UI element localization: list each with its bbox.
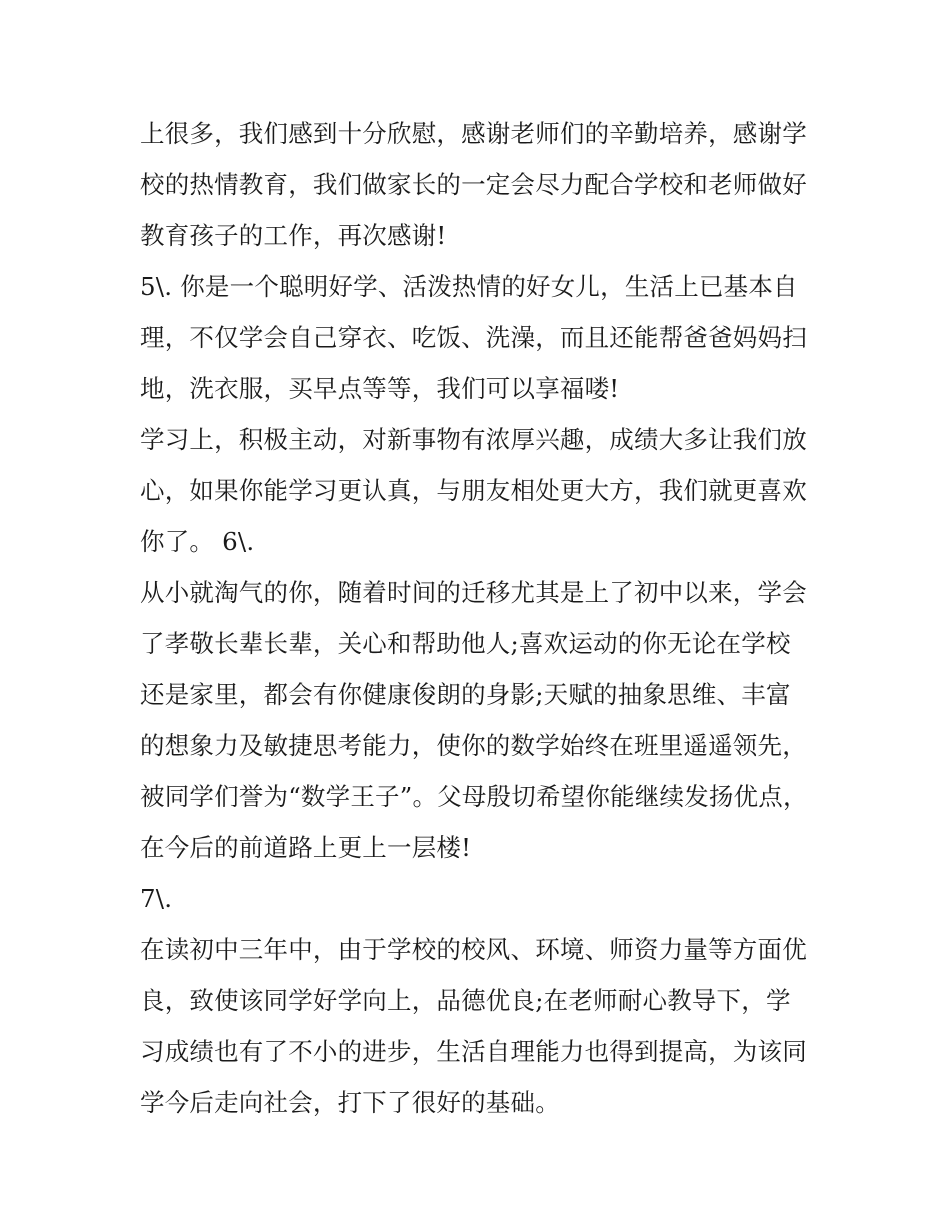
text-line: 了孝敬长辈长辈，关心和帮助他人;喜欢运动的你无论在学校 [140,629,791,658]
text-line: 还是家里，都会有你健康俊朗的身影;天赋的抽象思维、丰富 [140,680,791,709]
text-line: 学今后走向社会，打下了很好的基础。 [140,1088,560,1117]
text-line: 学习上，积极主动，对新事物有浓厚兴趣，成绩大多让我们放 [140,425,807,454]
text-line: 5\. 你是一个聪明好学、活泼热情的好女儿，生活上已基本自 [140,272,798,301]
text-line: 良，致使该同学好学向上，品德优良;在老师耐心教导下，学 [140,986,791,1015]
text-line: 校的热情教育，我们做家长的一定会尽力配合学校和老师做好 [140,170,807,199]
text-line: 地，洗衣服，买早点等等，我们可以享福喽! [140,374,620,403]
text-line: 在读初中三年中，由于学校的校风、环境、师资力量等方面优 [140,935,807,964]
text-line: 被同学们誉为“数学王子”。父母殷切希望你能继续发扬优点， [140,782,808,811]
text-line: 的想象力及敏捷思考能力，使你的数学始终在班里遥遥领先， [140,731,807,760]
text-line: 理，不仅学会自己穿衣、吃饭、洗澡，而且还能帮爸爸妈妈扫 [140,323,807,352]
text-line: 7\. [140,884,173,913]
text-line: 你了。 6\. [140,527,255,556]
document-body [140,108,820,1128]
text-line: 在今后的前道路上更上一层楼! [140,833,472,862]
text-line: 习成绩也有了不小的进步，生活自理能力也得到提高，为该同 [140,1037,807,1066]
text-line: 心，如果你能学习更认真，与朋友相处更大方，我们就更喜欢 [140,476,807,505]
text-line: 从小就淘气的你，随着时间的迁移尤其是上了初中以来，学会 [140,578,807,607]
text-line: 教育孩子的工作，再次感谢! [140,221,447,250]
text-line: 上很多，我们感到十分欣慰，感谢老师们的辛勤培养，感谢学 [140,119,807,148]
